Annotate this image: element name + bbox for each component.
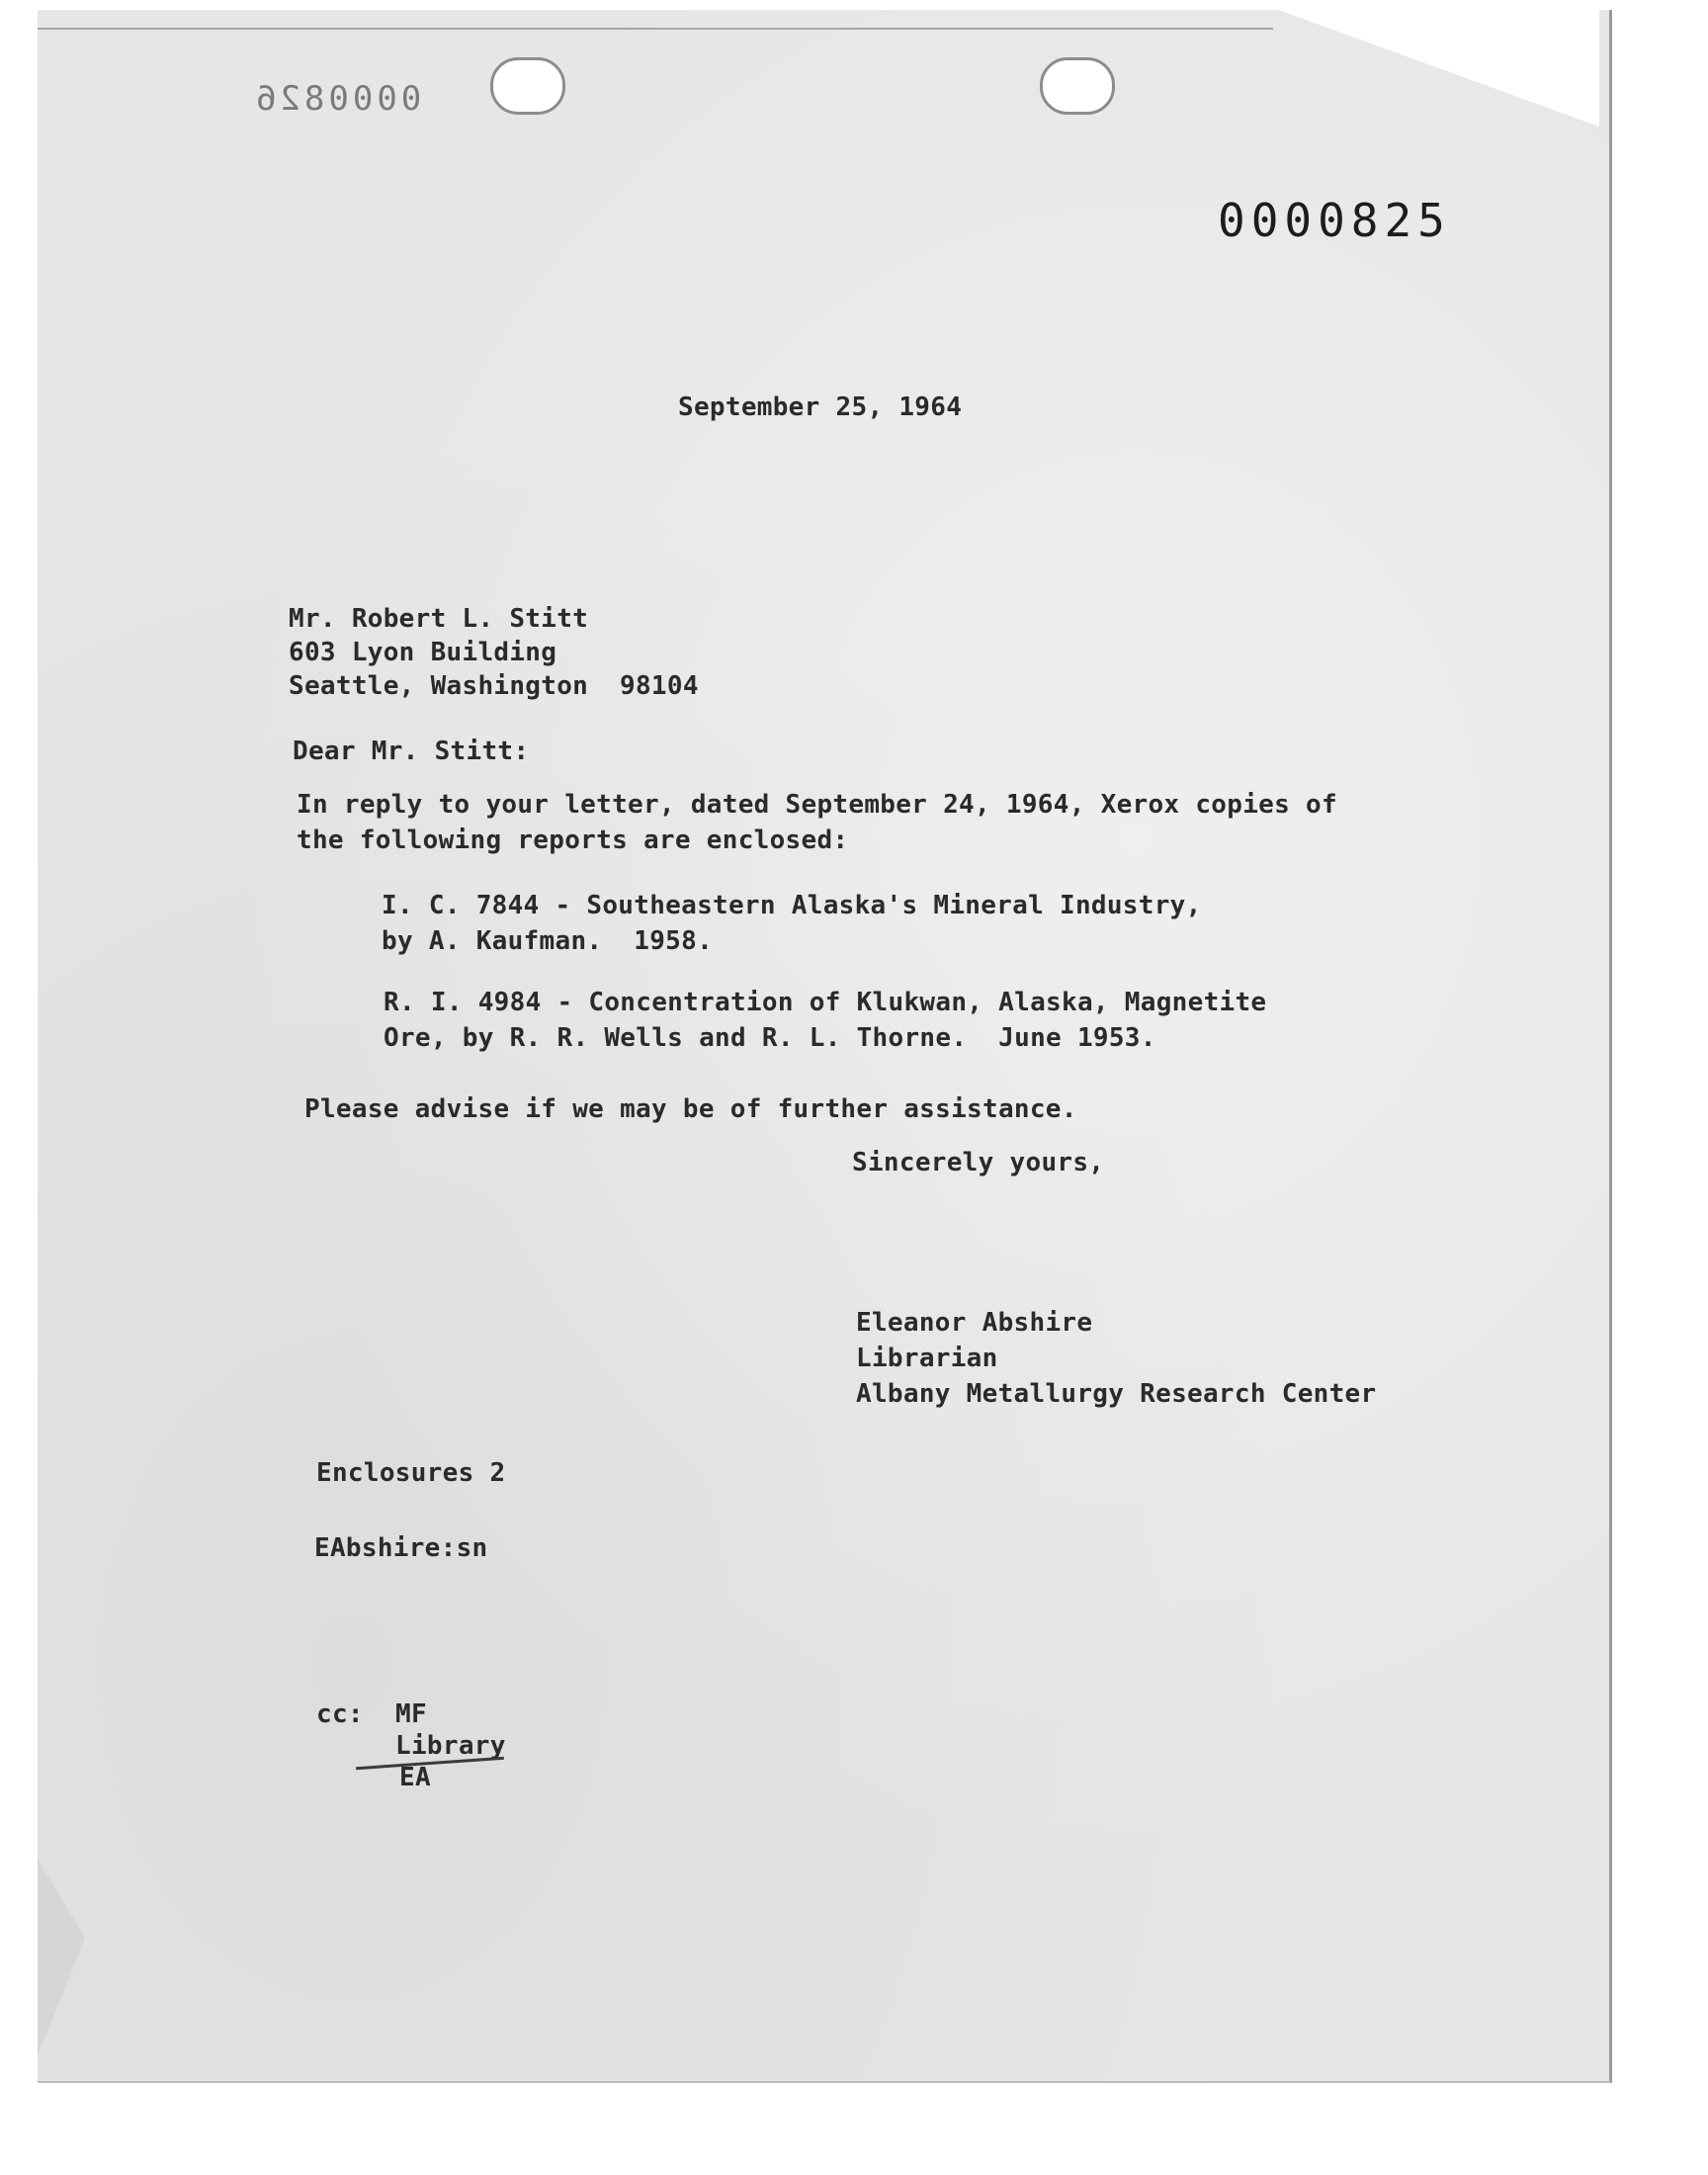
cc-recipient: MF [395, 1699, 427, 1729]
punch-hole [1040, 57, 1115, 115]
mirrored-stamp-number: 0000826 [252, 79, 422, 119]
report-line: R. I. 4984 - Concentration of Klukwan, Alaska, Magnetite [384, 988, 1267, 1017]
recipient-street: 603 Lyon Building [289, 638, 557, 667]
salutation: Dear Mr. Stitt: [293, 737, 530, 766]
cc-recipient: Library [395, 1731, 506, 1761]
page-number-stamp: 0000825 [1218, 194, 1451, 247]
letter-date: September 25, 1964 [678, 392, 963, 422]
intro-line: In reply to your letter, dated September 24, 1964, Xerox copies of [297, 790, 1337, 820]
report-line: Ore, by R. R. Wells and R. L. Thorne. June 1953. [384, 1023, 1156, 1053]
cc-recipient: EA [399, 1763, 431, 1792]
recipient-city: Seattle, Washington 98104 [289, 671, 699, 701]
enclosures-note: Enclosures 2 [316, 1458, 506, 1488]
cc-label: cc: [316, 1699, 364, 1729]
punch-hole [490, 57, 565, 115]
sheet-top-edge [38, 28, 1273, 30]
typist-initials: EAbshire:sn [314, 1533, 488, 1563]
signer-organization: Albany Metallurgy Research Center [856, 1379, 1377, 1409]
closing-request: Please advise if we may be of further assistance. [304, 1094, 1077, 1124]
report-line: I. C. 7844 - Southeastern Alaska's Mineral Industry, [382, 891, 1202, 920]
intro-line: the following reports are enclosed: [297, 826, 849, 855]
report-line: by A. Kaufman. 1958. [382, 926, 714, 956]
signer-name: Eleanor Abshire [856, 1308, 1093, 1338]
signer-title: Librarian [856, 1344, 998, 1373]
recipient-name: Mr. Robert L. Stitt [289, 604, 589, 634]
closing: Sincerely yours, [852, 1148, 1105, 1177]
